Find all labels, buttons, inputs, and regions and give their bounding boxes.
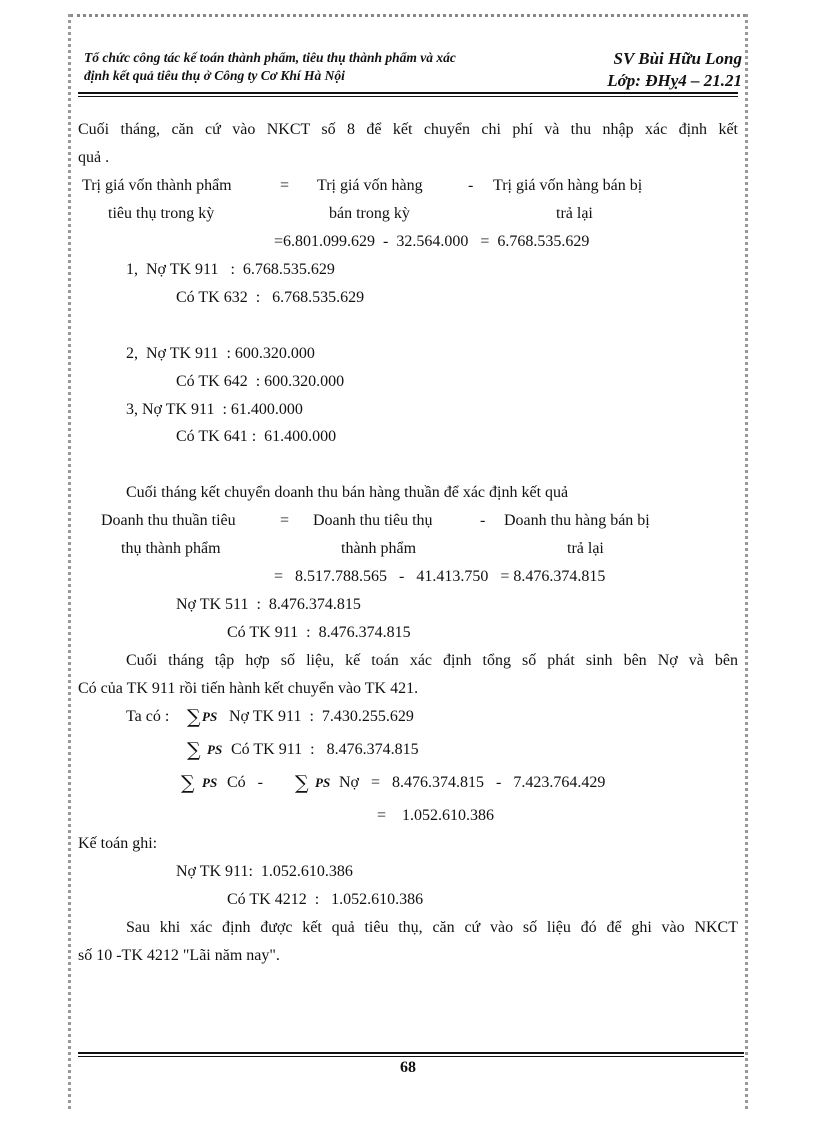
paragraph-1-line-2: quả . [78, 149, 110, 166]
paragraph-5-line-2: số 10 -TK 4212 "Lãi năm nay". [78, 947, 280, 964]
formula-2-term-c: Doanh thu hàng bán bị [504, 512, 650, 529]
paragraph-2: Cuối tháng kết chuyển doanh thu bán hàng thuần để xác định kết quả [126, 484, 569, 501]
formula-1-term-c-cont: trả lại [556, 205, 593, 222]
footer-rule-thin [78, 1056, 744, 1057]
formula-1-term-b: Trị giá vốn hàng [317, 177, 423, 194]
formula-1-result: =6.801.099.629 - 32.564.000 = 6.768.535.629 [274, 233, 590, 250]
page-border-top [70, 14, 746, 17]
formula-2-term-c-cont: trả lại [567, 540, 604, 557]
entry-1-credit: Có TK 632 : 6.768.535.629 [176, 289, 365, 306]
sum-difference: Nợ = 8.476.374.815 - 7.423.764.429 [339, 774, 606, 791]
paragraph-3-line-1: Cuối tháng tập hợp số liệu, kế toán xác định tổng số phát sinh bên Nợ và bên [126, 652, 738, 669]
sum-debit-911: Nợ TK 911 : 7.430.255.629 [229, 708, 414, 725]
sum-credit-911: Có TK 911 : 8.476.374.815 [231, 741, 419, 758]
header-rule [78, 92, 738, 94]
sigma-symbol: ∑ [181, 772, 195, 794]
sum-intro: Ta có : [126, 708, 170, 725]
sigma-symbol: ∑ [187, 739, 201, 761]
formula-1-term-b-cont: bán trong kỳ [329, 205, 410, 222]
header-title-line2: định kết quả tiêu thụ ở Công ty Cơ Khí Hà Nội [84, 68, 345, 83]
header-rule-thin [78, 96, 738, 97]
formula-2-equals: = [280, 512, 290, 529]
entry-1-debit: 1, Nợ TK 911 : 6.768.535.629 [126, 261, 335, 278]
formula-1-equals: = [280, 177, 290, 194]
page-number: 68 [400, 1059, 416, 1076]
formula-1-term-a: Trị giá vốn thành phẩm [82, 177, 232, 194]
formula-2-term-a-cont: thụ thành phẩm [121, 540, 221, 557]
paragraph-1-line-1: Cuối tháng, căn cứ vào NKCT số 8 để kết chuyển chi phí và thu nhập xác định kết [78, 121, 738, 138]
entry-3-credit: Có TK 641 : 61.400.000 [176, 428, 337, 445]
paragraph-5-line-1: Sau khi xác định được kết quả tiêu thụ, căn cứ vào số liệu đó để ghi vào NKCT [126, 919, 738, 936]
ps-label: PS [202, 709, 218, 724]
formula-2-term-b-cont: thành phẩm [341, 540, 417, 557]
formula-2-term-a: Doanh thu thuần tiêu [101, 512, 236, 529]
formula-2-result: = 8.517.788.565 - 41.413.750 = 8.476.374.815 [274, 568, 606, 585]
formula-1-term-a-cont: tiêu thụ trong kỳ [108, 205, 215, 222]
formula-1-minus: - [468, 177, 474, 194]
formula-1-term-c: Trị giá vốn hàng bán bị [493, 177, 643, 194]
header-author-block [560, 48, 742, 92]
ps-label: PS [315, 775, 331, 790]
header-title [84, 49, 564, 85]
paragraph-4: Kế toán ghi: [78, 835, 158, 852]
entry-5-debit: Nợ TK 911: 1.052.610.386 [176, 863, 353, 880]
ps-label: PS [202, 775, 218, 790]
entry-5-credit: Có TK 4212 : 1.052.610.386 [227, 891, 424, 908]
page-border-left [68, 14, 71, 1109]
header-author: SV Bùi Hữu Long [613, 49, 742, 68]
sigma-symbol: ∑ [295, 772, 309, 794]
entry-2-debit: 2, Nợ TK 911 : 600.320.000 [126, 345, 315, 362]
paragraph-3-line-2: Có của TK 911 rồi tiến hành kết chuyển vào TK 421. [78, 680, 419, 697]
header-title-line1: Tổ chức công tác kế toán thành phẩm, tiêu thụ thành phẩm và xác [84, 50, 456, 65]
entry-2-credit: Có TK 642 : 600.320.000 [176, 373, 345, 390]
sigma-symbol: ∑ [187, 706, 201, 728]
formula-2-minus: - [480, 512, 486, 529]
entry-3-debit: 3, Nợ TK 911 : 61.400.000 [126, 401, 303, 418]
entry-4-debit: Nợ TK 511 : 8.476.374.815 [176, 596, 361, 613]
ps-label: PS [207, 742, 223, 757]
footer-rule [78, 1052, 744, 1054]
formula-2-term-b: Doanh thu tiêu thụ [313, 512, 433, 529]
entry-4-credit: Có TK 911 : 8.476.374.815 [227, 624, 411, 641]
sum-credit-minus: Có - [227, 774, 263, 791]
sum-result: = 1.052.610.386 [377, 807, 495, 824]
header-class: Lớp: ĐHỵ4 – 21.21 [607, 71, 742, 90]
page-border-right [745, 14, 748, 1109]
